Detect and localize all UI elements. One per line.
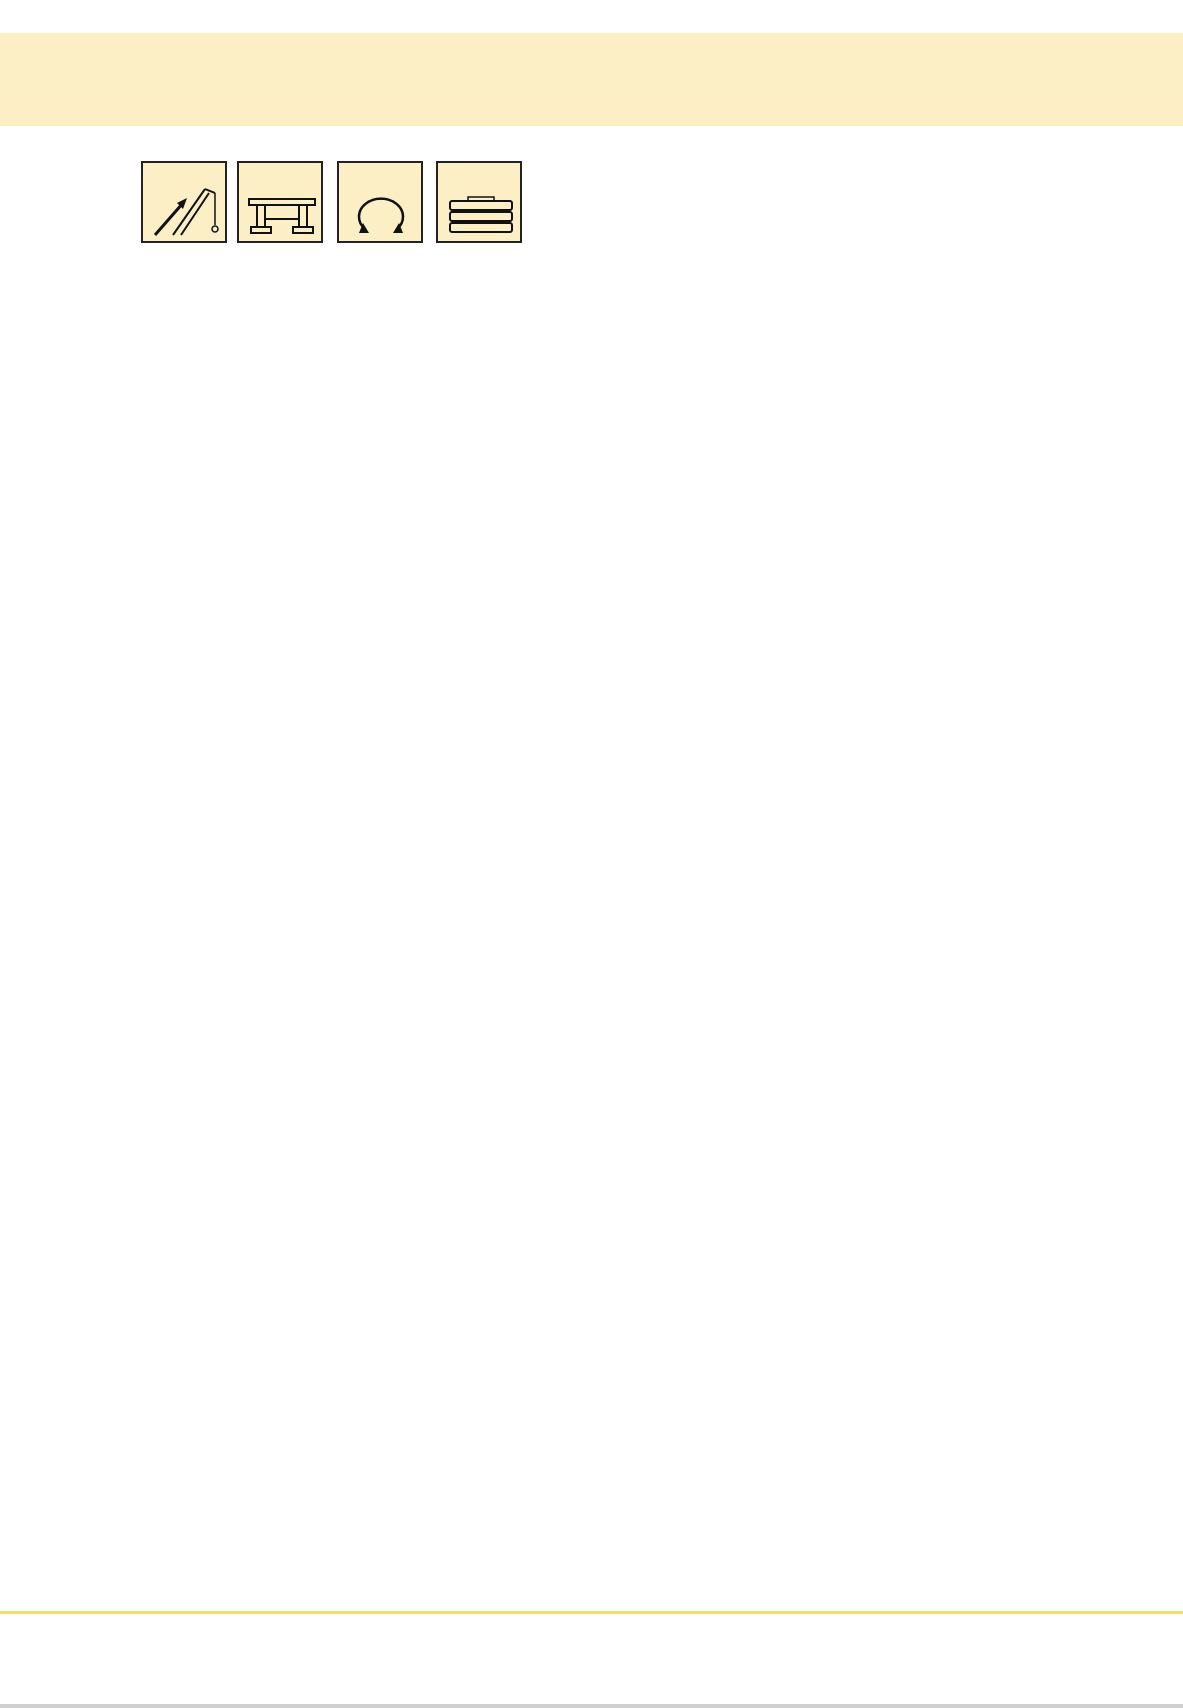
configuration-icons [141,161,541,245]
slew-360-icon [337,161,423,243]
bottom-edge [0,1704,1183,1708]
footer-divider [0,1611,1183,1614]
counterweight-icon [436,161,522,243]
outrigger-icon [237,161,323,243]
page-header [0,33,1183,126]
boom-length-icon [141,161,227,243]
